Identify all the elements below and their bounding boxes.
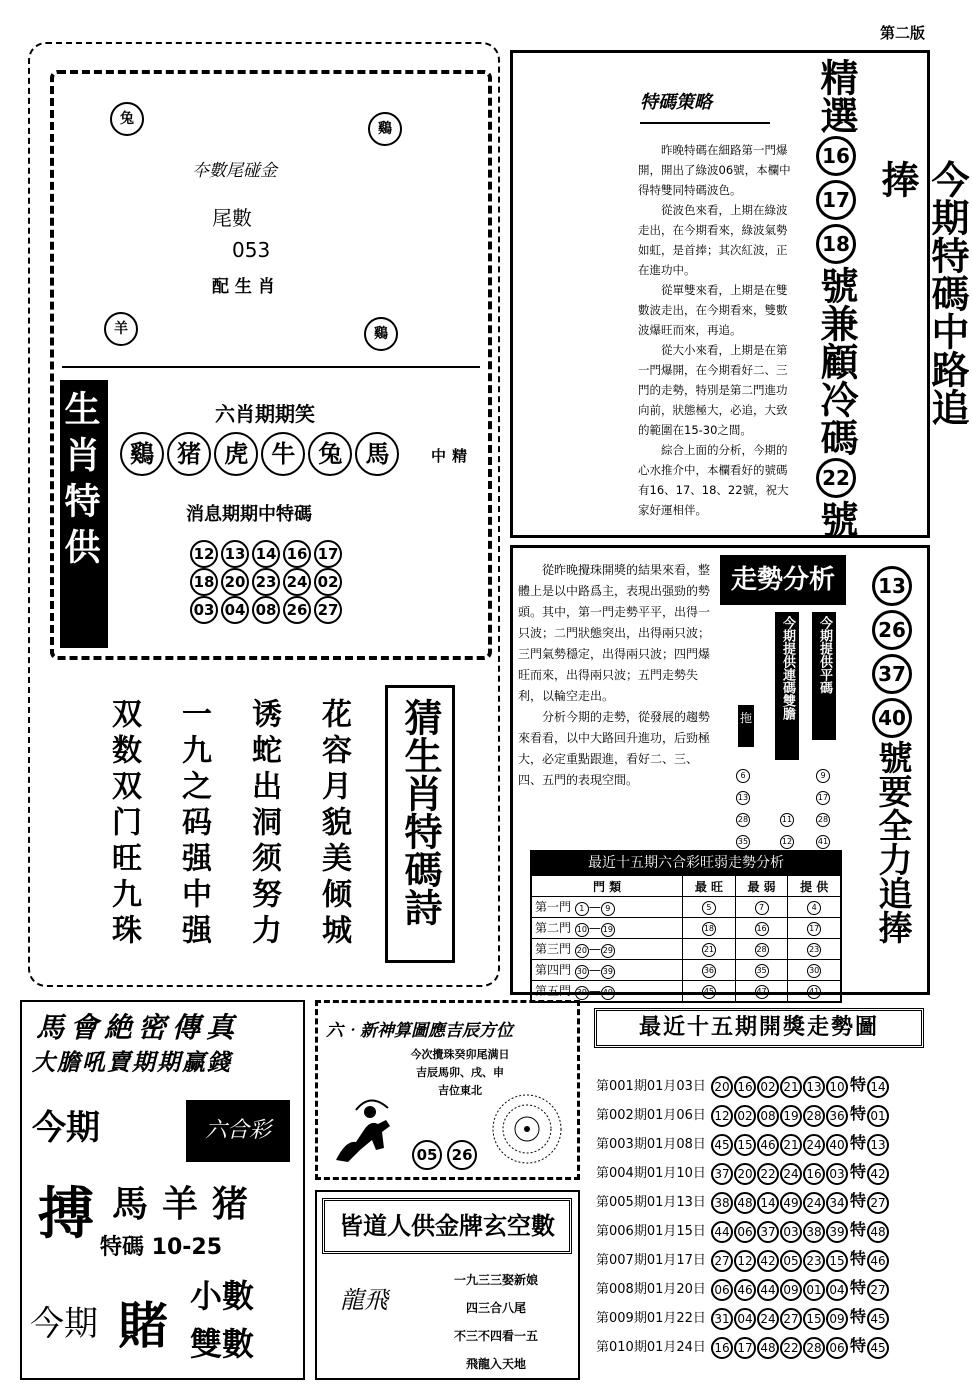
draw-row	[596, 1331, 936, 1360]
draw-number: 17	[734, 1337, 756, 1359]
special-number: 17	[314, 540, 342, 568]
zodiac-circle: 兔	[308, 432, 352, 476]
special-number: 14	[252, 540, 280, 568]
zodiac-circle: 馬	[355, 432, 399, 476]
draw-number: 22	[780, 1337, 802, 1359]
special-label: 特	[850, 1075, 867, 1094]
draw-number: 28	[803, 1105, 825, 1127]
trend-number: 28	[816, 813, 830, 827]
draw-number: 34	[826, 1192, 848, 1214]
range-start: 30	[575, 965, 589, 979]
draw-number: 01	[803, 1279, 825, 1301]
special-number: 03	[190, 596, 218, 624]
draw-row	[596, 1244, 936, 1273]
draw-special-number: 48	[867, 1221, 889, 1243]
draw-special-number: 42	[867, 1163, 889, 1185]
draw-label: 第007期01月17日	[596, 1253, 706, 1268]
draw-number: 12	[734, 1250, 756, 1272]
table-row: 第四門 30 — 39 36 35 30	[532, 960, 841, 981]
draw-number: 05	[780, 1250, 802, 1272]
trend-article	[518, 560, 714, 791]
fax-gamble-char: 賭	[118, 1296, 168, 1355]
xuankong-lines	[426, 1266, 566, 1378]
tail-zodiac-label: 配 生 肖	[212, 277, 275, 297]
trend-col-b	[780, 806, 796, 850]
strategy-paragraph: 從大小來看，上期是在第一門爆開，在今期看好二、三門的走勢，特別是第二門進功向前，狀態極大，必追，大致的範圍在15-30之間。	[638, 343, 788, 437]
draw-number: 03	[780, 1221, 802, 1243]
recent-title: 最近十五期開獎走勢圖	[594, 1008, 924, 1048]
special-number: 26	[283, 596, 311, 624]
trend-number: 13	[736, 791, 750, 805]
draw-label: 第008期01月20日	[596, 1282, 706, 1297]
trend-header: 走勢分析	[720, 555, 846, 605]
trend-number: 11	[780, 813, 794, 827]
trend-col-a-title: 拖	[739, 711, 752, 725]
trend-number: 41	[816, 835, 830, 849]
shensuan-title: 六‧新神算圖應吉辰方位	[326, 1021, 513, 1041]
range-end: 9	[601, 902, 615, 916]
xuankong-title: 皆道人供金牌玄空數	[322, 1198, 572, 1254]
corner-zodiac: 鷄	[364, 317, 398, 351]
draw-number: 45	[711, 1134, 733, 1156]
shensuan-numbers	[412, 1140, 477, 1170]
special-number: 13	[221, 540, 249, 568]
trend-table-title: 最近十五期六合彩旺弱走勢分析	[531, 851, 841, 875]
draw-number: 16	[803, 1163, 825, 1185]
range-start: 1	[575, 902, 589, 916]
table-row: 第五門 39 — 49 45 47 41	[532, 981, 841, 1002]
poem-columns	[88, 698, 368, 978]
zodiac-circle: 牛	[261, 432, 305, 476]
draw-special-number: 45	[867, 1308, 889, 1330]
draw-number: 13	[803, 1076, 825, 1098]
pick-cold-number: 22	[816, 458, 856, 498]
draw-number: 48	[734, 1192, 756, 1214]
trend-number: 17	[816, 791, 830, 805]
draw-number: 02	[734, 1105, 756, 1127]
xuankong-line: 一九三三娶新娘	[453, 1273, 538, 1287]
special-number: 12	[190, 540, 218, 568]
fax-line2: 大膽吼賣期期赢錢	[32, 1050, 232, 1076]
draw-row	[596, 1302, 936, 1331]
special-number: 24	[283, 568, 311, 596]
draw-number: 02	[757, 1076, 779, 1098]
draw-number: 15	[803, 1308, 825, 1330]
trend-table	[530, 850, 842, 1003]
special-number: 08	[252, 596, 280, 624]
range-end: 39	[601, 965, 615, 979]
poem-title-box	[385, 685, 455, 963]
draw-number: 36	[826, 1105, 848, 1127]
shensuan-line: 吉位東北	[438, 1084, 482, 1097]
table-row: 第一門 1 — 9 5 7 4	[532, 897, 841, 918]
strategy-headline: 今期特碼中路追捧	[875, 160, 969, 426]
draw-special-number: 13	[867, 1134, 889, 1156]
draw-number: 46	[734, 1279, 756, 1301]
strategy-paragraph: 從單雙來看，上期是在雙數波走出，在今期看來，雙數波爆旺而來，再追。	[638, 283, 788, 337]
draw-number: 08	[757, 1105, 779, 1127]
fax-line1: 馬會絶密傳真	[36, 1011, 241, 1044]
big-pick-number: 37	[872, 654, 912, 694]
trend-number: 6	[736, 769, 750, 783]
special-number: 23	[252, 568, 280, 596]
big-pick-number: 26	[872, 610, 912, 650]
tail-panel	[62, 82, 480, 368]
draw-number: 04	[734, 1308, 756, 1330]
draw-number: 40	[826, 1134, 848, 1156]
strategy-header	[640, 88, 770, 124]
hot-number: 18	[702, 922, 716, 936]
corner-zodiac: 羊	[104, 312, 138, 346]
strategy-paragraph: 昨晚特碼在細路第一門爆開，開出了綠波06號，本欄中得特雙同特碼波色。	[638, 143, 791, 197]
draw-number: 24	[757, 1308, 779, 1330]
poem-column: 诱蛇出洞须努力	[246, 698, 281, 950]
zodiac-side-banner	[60, 380, 108, 648]
poem-column: 双数双门旺九珠	[106, 698, 141, 950]
poem-column: 花容月貌美倾城	[316, 698, 351, 950]
zodiac-circle: 虎	[214, 432, 258, 476]
strategy-paragraph: 從波色來看，上期在綠波走出，在今期看來，綠波氣勢如虹，是首捧；其次紅波，正在進功中。	[638, 203, 788, 277]
trend-col-c	[816, 762, 832, 850]
give-number: 4	[807, 901, 821, 915]
fax-gamble-list	[190, 1272, 254, 1368]
poem-title: 猜生肖特碼詩	[398, 698, 442, 926]
draw-row	[596, 1128, 936, 1157]
six-zodiac-row	[120, 432, 399, 476]
poem-column: 一九之码强中强	[176, 698, 211, 950]
special-number: 27	[314, 596, 342, 624]
strategy-paragraph: 綜合上面的分析，今期的心水推介中，本欄看好的號碼有16、17、18、22號，祝大家好運相伴。	[638, 443, 789, 517]
draw-number: 20	[711, 1076, 733, 1098]
range-start: 20	[575, 944, 589, 958]
pick-number: 17	[816, 180, 856, 220]
pick-number: 18	[816, 224, 856, 264]
draw-number: 24	[780, 1163, 802, 1185]
fax-gamble-b: 雙數	[190, 1325, 255, 1363]
trend-col-a-header	[738, 705, 754, 747]
table-header: 門 類	[532, 876, 683, 897]
draw-number: 44	[757, 1279, 779, 1301]
draw-label: 第004期01月10日	[596, 1166, 706, 1181]
draw-number: 42	[757, 1250, 779, 1272]
draw-number: 20	[734, 1163, 756, 1185]
corner-zodiac: 兔	[110, 102, 144, 136]
corner-zodiac: 鷄	[368, 112, 402, 146]
fax-gamble-a: 小數	[190, 1277, 255, 1315]
draw-number: 37	[757, 1221, 779, 1243]
trend-paragraph: 分析今期的走勢，從發展的趨勢來看看，以中大路回升進功，后勁極大，必定重點跟進，看好二、三、四、五門的表現空間。	[518, 710, 711, 787]
special-number: 18	[190, 568, 218, 596]
draw-number: 16	[734, 1076, 756, 1098]
strategy-article	[638, 140, 798, 520]
table-header: 最 旺	[683, 876, 736, 897]
special-number: 04	[221, 596, 249, 624]
draw-number: 37	[711, 1163, 733, 1185]
fax-bet-zodiacs: 馬羊猪	[112, 1183, 263, 1225]
draw-number: 21	[780, 1076, 802, 1098]
weak-number: 35	[755, 964, 769, 978]
draw-number: 03	[826, 1163, 848, 1185]
zodiac-side-note: 精 中	[429, 448, 468, 553]
pick-top: 精選	[814, 58, 858, 134]
trend-number: 35	[736, 835, 750, 849]
draw-label: 第001期01月03日	[596, 1079, 706, 1094]
special-label: 特	[850, 1336, 867, 1355]
draw-number: 21	[780, 1134, 802, 1156]
draw-number: 38	[803, 1221, 825, 1243]
special-label: 特	[850, 1133, 867, 1152]
six-zodiac-title: 六肖期期笑	[215, 402, 315, 426]
special-number: 16	[283, 540, 311, 568]
edition-label: 第二版	[880, 24, 926, 42]
draw-label: 第009期01月22日	[596, 1311, 706, 1326]
draw-label: 第003期01月08日	[596, 1137, 706, 1152]
trend-col-b-header: 今期提供連碼雙膽	[775, 612, 799, 760]
draw-special-number: 45	[867, 1337, 889, 1359]
range-end: 19	[601, 923, 615, 937]
draw-number: 12	[711, 1105, 733, 1127]
hot-number: 45	[702, 985, 716, 999]
draw-number: 38	[711, 1192, 733, 1214]
hot-number: 36	[702, 964, 716, 978]
hot-number: 5	[702, 901, 716, 915]
fax-stamp-logo: 六合彩	[186, 1100, 290, 1162]
draw-row	[596, 1273, 936, 1302]
gate-name: 第二門	[535, 921, 572, 935]
big-pick-number: 40	[872, 698, 912, 738]
range-start: 39	[575, 986, 589, 1000]
draw-number: 31	[711, 1308, 733, 1330]
special-label: 特	[850, 1220, 867, 1239]
shensuan-number: 26	[447, 1140, 477, 1170]
special-label: 特	[850, 1249, 867, 1268]
draw-number: 28	[803, 1337, 825, 1359]
xuankong-sign: 龍飛	[340, 1286, 388, 1314]
draw-special-number: 27	[867, 1192, 889, 1214]
weak-number: 47	[755, 985, 769, 999]
shensuan-line: 吉辰馬卯、戌、申	[416, 1066, 504, 1079]
gate-name: 第三門	[535, 942, 572, 956]
fax-today-label-2: 今期	[30, 1304, 98, 1344]
special-label: 特	[850, 1104, 867, 1123]
xuankong-line: 飛龍入天地	[465, 1357, 526, 1371]
draw-number: 09	[780, 1279, 802, 1301]
trend-number: 9	[816, 769, 830, 783]
draw-number: 23	[803, 1250, 825, 1272]
give-number: 23	[807, 943, 821, 957]
special-label: 特	[850, 1278, 867, 1297]
table-row: 第二門 10 — 19 18 16 17	[532, 918, 841, 939]
draw-number: 46	[757, 1134, 779, 1156]
tail-label: 尾數	[212, 206, 252, 230]
trend-number: 12	[780, 835, 794, 849]
range-start: 10	[575, 923, 589, 937]
weak-number: 7	[755, 901, 769, 915]
give-number: 17	[807, 922, 821, 936]
weak-number: 28	[755, 943, 769, 957]
draw-label: 第005期01月13日	[596, 1195, 706, 1210]
shensuan-number: 05	[412, 1140, 442, 1170]
draw-special-number: 14	[867, 1076, 889, 1098]
trend-number: 28	[736, 813, 750, 827]
draw-number: 16	[711, 1337, 733, 1359]
trend-col-a	[736, 762, 752, 850]
draw-number: 09	[826, 1308, 848, 1330]
draw-number: 14	[757, 1192, 779, 1214]
special-label: 特	[850, 1191, 867, 1210]
draw-number: 39	[826, 1221, 848, 1243]
fax-special: 特碼 10-25	[100, 1235, 223, 1260]
draw-number: 48	[757, 1337, 779, 1359]
table-row: 第三門 20 — 29 21 28 23	[532, 939, 841, 960]
draw-number: 24	[803, 1134, 825, 1156]
draw-number: 24	[803, 1192, 825, 1214]
draw-number: 06	[826, 1337, 848, 1359]
xuankong-line: 四三合八尾	[465, 1301, 526, 1315]
special-label: 特	[850, 1307, 867, 1326]
give-number: 41	[807, 985, 821, 999]
draw-number: 27	[711, 1250, 733, 1272]
strategy-header-text: 特碼策略	[640, 92, 712, 113]
strategy-picks	[808, 58, 864, 538]
gate-name: 第一門	[535, 900, 572, 914]
xuankong-line: 不三不四看一五	[453, 1329, 538, 1343]
zodiac-circle: 猪	[167, 432, 211, 476]
pick-end: 號	[814, 500, 858, 538]
tail-title: 夲數尾碰金	[192, 161, 277, 181]
gate-name: 第五門	[535, 984, 572, 998]
special-label: 特	[850, 1162, 867, 1181]
special-number-grid	[190, 540, 370, 624]
pick-number: 16	[816, 136, 856, 176]
draw-row	[596, 1070, 936, 1099]
zodiac-side-title: 生肖特供	[59, 390, 101, 574]
draw-special-number: 27	[867, 1279, 889, 1301]
shensuan-line: 今次攪珠癸卯尾满日	[410, 1048, 510, 1061]
draw-row	[596, 1186, 936, 1215]
tail-value: 053	[232, 238, 271, 262]
special-number: 02	[314, 568, 342, 596]
range-end: 49	[601, 986, 615, 1000]
horseman-illustration	[326, 1090, 406, 1170]
fax-bet-char: 搏	[38, 1181, 94, 1247]
draw-number: 44	[711, 1221, 733, 1243]
draw-special-number: 46	[867, 1250, 889, 1272]
hot-number: 21	[702, 943, 716, 957]
draw-label: 第010期01月24日	[596, 1340, 706, 1355]
draw-number: 22	[757, 1163, 779, 1185]
draw-number: 06	[711, 1279, 733, 1301]
draw-number: 10	[826, 1076, 848, 1098]
fax-today-label: 今期	[32, 1108, 100, 1148]
draw-row	[596, 1157, 936, 1186]
recent-draw-list	[596, 1070, 936, 1360]
big-pick-number: 13	[872, 566, 912, 606]
gate-name: 第四門	[535, 963, 572, 977]
draw-number: 27	[780, 1308, 802, 1330]
draw-special-number: 01	[867, 1105, 889, 1127]
draw-label: 第002期01月06日	[596, 1108, 706, 1123]
draw-number: 49	[780, 1192, 802, 1214]
draw-row	[596, 1215, 936, 1244]
trend-col-c-header: 今期提供平碼	[812, 612, 836, 740]
draw-number: 15	[826, 1250, 848, 1272]
draw-row	[596, 1099, 936, 1128]
weak-number: 16	[755, 922, 769, 936]
trend-big-picks	[870, 564, 914, 944]
zodiac-circle: 鷄	[120, 432, 164, 476]
draw-number: 04	[826, 1279, 848, 1301]
big-pick-text: 號要全力追捧	[872, 740, 912, 944]
special-number: 20	[221, 568, 249, 596]
draw-number: 19	[780, 1105, 802, 1127]
trend-paragraph: 從昨晚攪珠開獎的結果來看，整體上是以中路爲主，表現出强勁的勢頭。其中，第一門走勢平平，出得一只波；二門狀態突出，出得兩只波；三門氣勢穩定，出得兩只波；四門爆旺而來，出得兩只波；五門走勢失利，以輪空走出。	[518, 563, 711, 703]
range-end: 29	[601, 944, 615, 958]
draw-number: 06	[734, 1221, 756, 1243]
table-header: 最 弱	[735, 876, 788, 897]
table-header: 提 供	[788, 876, 841, 897]
give-number: 30	[807, 964, 821, 978]
compass-chart-icon	[490, 1092, 564, 1166]
pick-mid: 號兼顧冷碼	[814, 266, 858, 456]
message-title: 消息期期中特碼	[186, 504, 312, 525]
draw-number: 15	[734, 1134, 756, 1156]
draw-label: 第006期01月15日	[596, 1224, 706, 1239]
